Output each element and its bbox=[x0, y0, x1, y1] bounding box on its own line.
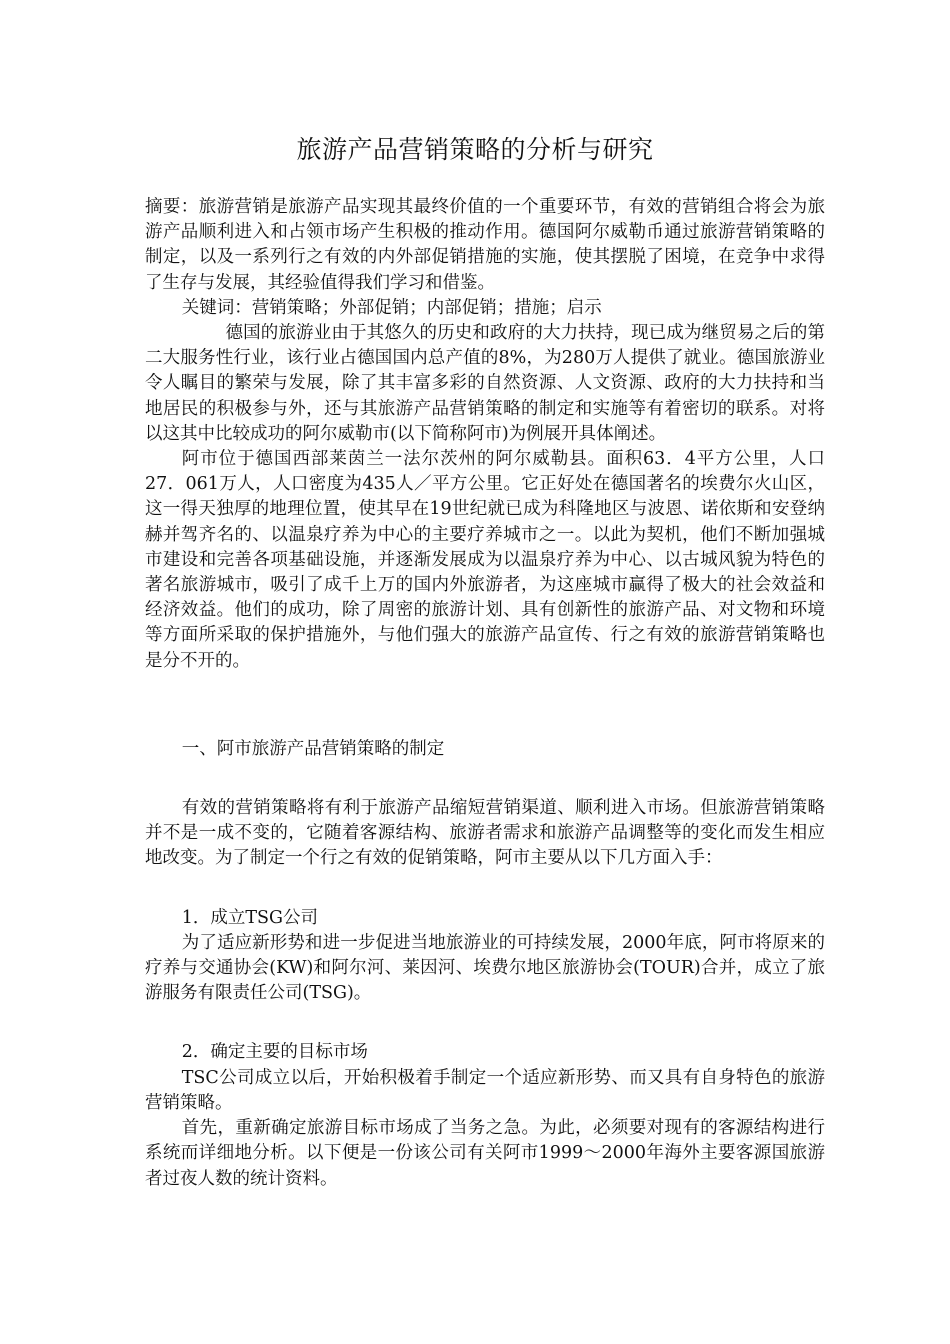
location-paragraph: 阿市位于德国西部莱茵兰一法尔茨州的阿尔威勒县。面积63．4平方公里，人口27．061万人，人口密度为435人／平方公里。它正好处在德国著名的埃费尔火山区，这一得天独厚的地理位置，使其早在19世纪就已成为科隆地区与波恩、诺依斯和安登纳赫并驾齐名的、以温泉疗养为中心的主要疗养城市之一。以此为契机，他们不断加强城市建设和完善各项基础设施，并逐渐发展成为以温泉疗养为中心、以古城风貌为特色的著名旅游城市，吸引了成千上万的国内外旅游者，为这座城市赢得了极大的社会效益和经济效益。他们的成功，除了周密的旅游计划、具有创新性的旅游产品、对文物和环境等方面所采取的保护措施外，与他们强大的旅游产品宣传、行之有效的旅游营销策略也是分不开的。 bbox=[145, 449, 825, 671]
spacer bbox=[145, 762, 825, 796]
section-heading: 一、阿市旅游产品营销策略的制定 bbox=[181, 738, 445, 759]
document-title: 旅游产品营销策略的分析与研究 bbox=[296, 135, 654, 164]
spacer bbox=[145, 712, 825, 737]
keywords-line: 关键词：营销策略；外部促销；内部促销；措施；启示 bbox=[181, 297, 602, 318]
abstract-paragraph: 摘要：旅游营销是旅游产品实现其最终价值的一个重要环节，有效的营销组合将会为旅游产品顺利进入和占领市场产生积极的推动作用。德国阿尔威勒币通过旅游营销策略的制定，以及一系列行之有效的内外部促销措施的实施，使其摆脱了困境，在竞争中求得了生存与发展，其经验值得我们学习和借鉴。 bbox=[145, 197, 825, 293]
subsection-heading: 1．成立TSG公司 bbox=[181, 907, 319, 928]
section-paragraph: 有效的营销策略将有利于旅游产品缩短营销渠道、顺利进入市场。但旅游营销策略并不是一成不变的，它随着客源结构、旅游者需求和旅游产品调整等的变化而发生相应地改变。为了制定一个行之有效的促销策略，阿市主要从以下几方面入手： bbox=[145, 798, 825, 869]
spacer bbox=[145, 1006, 825, 1040]
subsection-paragraph: TSC公司成立以后，开始积极着手制定一个适应新形势、而又具有自身特色的旅游营销策略。 bbox=[145, 1067, 825, 1113]
intro-paragraph: 德国的旅游业由于其悠久的历史和政府的大力扶持，现已成为继贸易之后的第二大服务性行业，该行业占德国国内总产值的8%，为280万人提供了就业。德国旅游业令人瞩目的繁荣与发展，除了其丰富多彩的自然资源、人文资源、政府的大力扶持和当地居民的积极参与外，还与其旅游产品营销策略的制定和实施等有着密切的联系。对将以这其中比较成功的阿尔威勒市(以下简称阿市)为例展开具体阐述。 bbox=[145, 323, 825, 444]
document-body bbox=[145, 195, 825, 1192]
spacer bbox=[145, 674, 825, 712]
subsection-heading: 2．确定主要的目标市场 bbox=[181, 1042, 368, 1063]
subsection-paragraph: 首先，重新确定旅游目标市场成了当务之急。为此，必须要对现有的客源结构进行系统而详细地分析。以下便是一份该公司有关阿市1999～2000年海外主要客源国旅游者过夜人数的统计资料。 bbox=[145, 1118, 825, 1189]
subsection-paragraph: 为了适应新形势和进一步促进当地旅游业的可持续发展，2000年底，阿市将原来的疗养与交通协会(KW)和阿尔河、莱因河、埃费尔地区旅游协会(TOUR)合并，成立了旅游服务有限责任公司(TSG)。 bbox=[145, 932, 825, 1004]
spacer bbox=[145, 872, 825, 906]
